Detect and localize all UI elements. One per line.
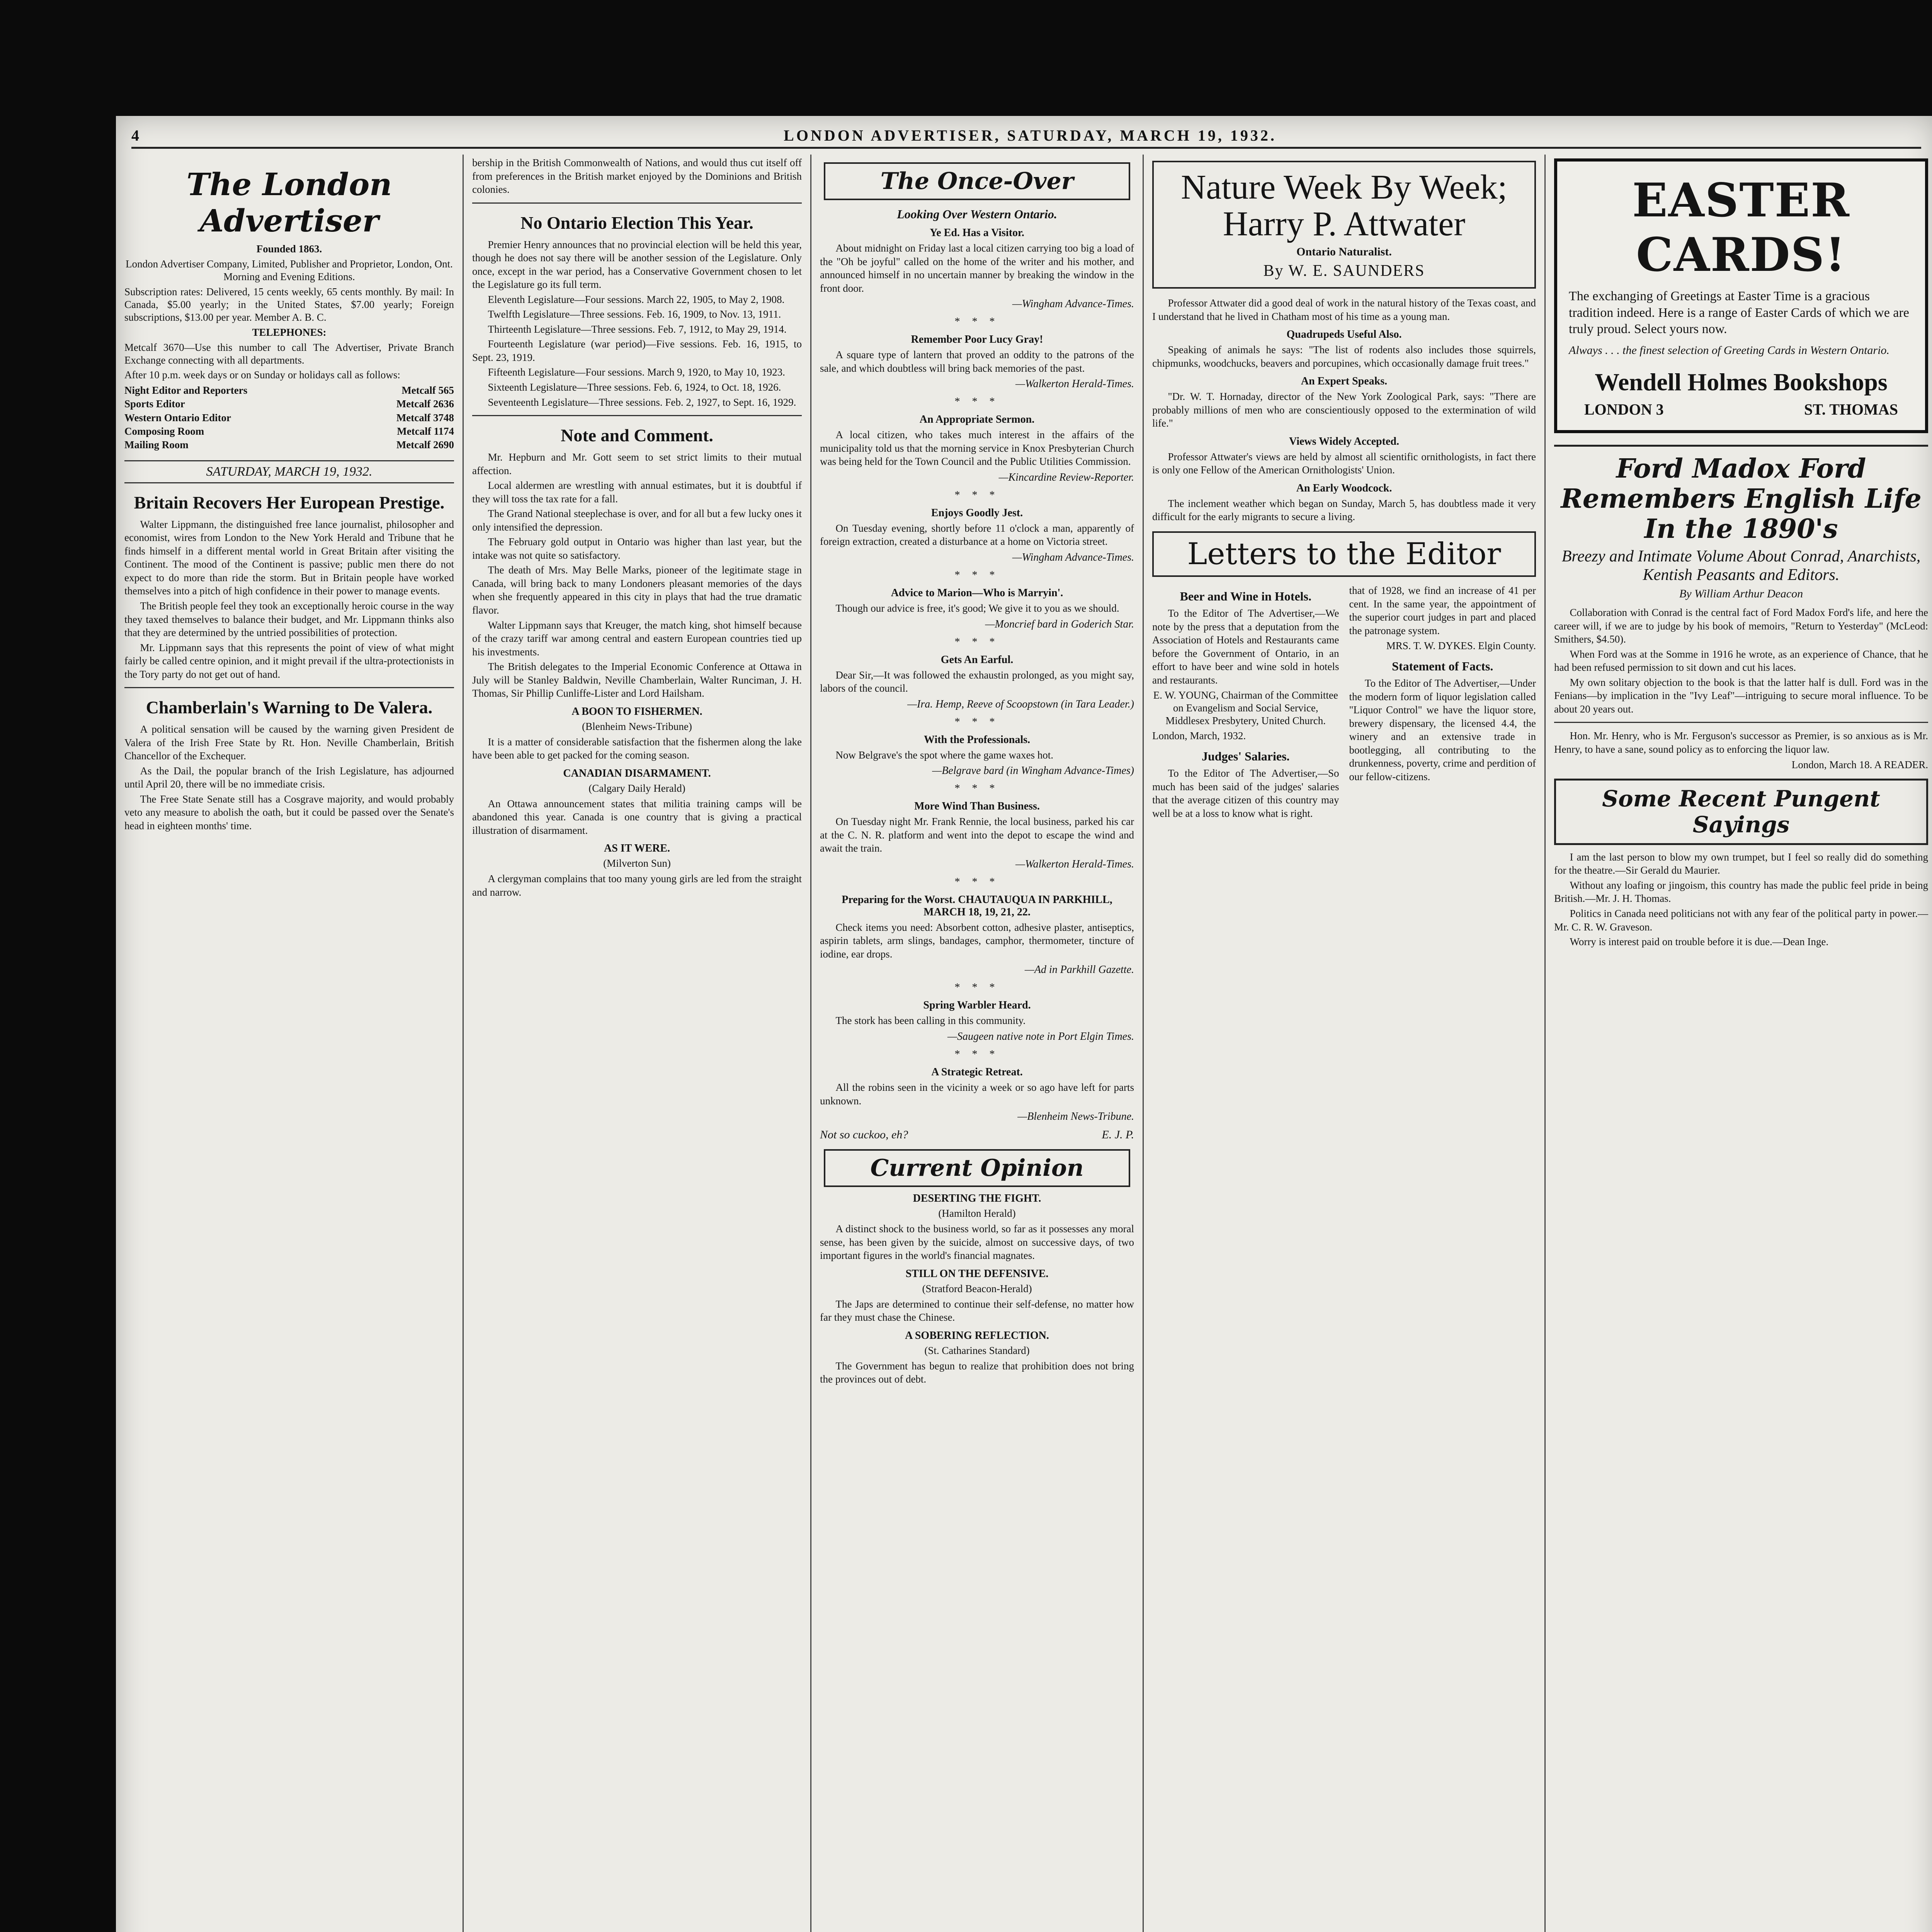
legislature-item: Fifteenth Legislature—Four sessions. March 9, 1920, to May 10, 1923. bbox=[488, 366, 785, 378]
easter-cards-ad bbox=[1554, 158, 1928, 433]
opinion-item: STILL ON THE DEFENSIVE. (Stratford Beacon-Herald) The Japs are determined to continue their self-defense, no matter how far they must chase the Chinese. bbox=[820, 1267, 1134, 1323]
divider-stars: * * * bbox=[954, 876, 1000, 888]
article-paragraph: The Free State Senate still has a Cosgrave majority, and would probably veto any measure to abolish the oath, but it could be passed over the Senate's head in eighteen months' time. bbox=[124, 793, 454, 832]
divider-stars: * * * bbox=[954, 396, 1000, 408]
opinion-item: DESERTING THE FIGHT. (Hamilton Herald) A distinct shock to the business world, so far as it possesses any moral sense, has been given by the suicide, almost on successive days, of two important figures in the world's financial magnates. bbox=[820, 1192, 1134, 1262]
article-paragraph: The inclement weather which began on Sunday, March 5, has doubtless made it very difficult for the early migrants to secure a living. bbox=[1152, 497, 1536, 523]
divider bbox=[472, 415, 802, 416]
legislature-item: Fourteenth Legislature (war period)—Five sessions. Feb. 16, 1915, to Sept. 23, 1919. bbox=[472, 338, 802, 363]
legislature-item: Seventeenth Legislature—Three sessions. Feb. 2, 1927, to Sept. 16, 1929. bbox=[488, 396, 796, 408]
legislature-item: Twelfth Legislature—Three sessions. Feb. 16, 1909, to Nov. 13, 1911. bbox=[488, 308, 781, 320]
column-2 bbox=[464, 155, 811, 1932]
divider-stars: * * * bbox=[954, 636, 1000, 648]
letters-to-editor-header: Letters to the Editor bbox=[1152, 531, 1536, 577]
note-item: Mr. Hepburn and Mr. Gott seem to set strict limits to their mutual affection. bbox=[472, 451, 802, 476]
section-subhead: An Early Woodcock. bbox=[1296, 482, 1392, 494]
article-headline: No Ontario Election This Year. bbox=[520, 213, 753, 233]
section-subhead: Quadrupeds Useful Also. bbox=[1286, 328, 1402, 341]
article-paragraph: Premier Henry announces that no provincial election will be held this year, though he does not say there will be another session of the Legislature. Only once, except in the war period, has a Conservative Government chosen to let the Legislature go its full term. bbox=[472, 238, 802, 291]
newspaper-page bbox=[116, 116, 1932, 1932]
note-item: The British delegates to the Imperial Economic Conference at Ottawa in July will be Stanley Baldwin, Neville Chamberlain, Walter Runciman, J. H. Thomas, Sir Phillip Cunliffe-Lister and Lord Hailsham. bbox=[472, 661, 802, 699]
opinion-item: A SOBERING REFLECTION. (St. Catharines Standard) The Government has begun to realize that prohibition does not bring the provinces out of debt. bbox=[820, 1329, 1134, 1385]
page-header bbox=[131, 124, 1921, 149]
review-byline: By William Arthur Deacon bbox=[1679, 587, 1803, 600]
telephone-list bbox=[124, 384, 454, 451]
saying-item: Without any loafing or jingoism, this country has made the public feel pride in being British.—Mr. J. H. Thomas. bbox=[1554, 879, 1928, 905]
current-opinion-title: Current Opinion bbox=[824, 1149, 1130, 1187]
once-over-item: Remember Poor Lucy Gray! A square type of lantern that proved an oddity to the patrons of the sale, and which doubtless will bring back memories of the past. —Walkerton Herald-Times. bbox=[820, 333, 1134, 390]
item-source: (Blenheim News-Tribune) bbox=[582, 720, 692, 732]
telephone-line: Mailing Room Metcalf 2690 bbox=[124, 439, 454, 451]
telephone-line: Night Editor and Reporters Metcalf 565 bbox=[124, 384, 454, 396]
once-over-item: Preparing for the Worst. CHAUTAUQUA IN PARKHILL, MARCH 18, 19, 21, 22. Check items you need: Absorbent cotton, adhesive plaster, antiseptics, aspirin tablets, arm slings, bandages, camphor, thermometer, tincture of iodine, ear drops. —Ad in Parkhill Gazette. bbox=[820, 893, 1134, 976]
letter-text: To the Editor of The Advertiser,—We note by the press that a deputation from the Association of Hotels and Restaurants came before the Government of Ontario, in an effort to have beer and wine sold in hotels and restaurants. bbox=[1152, 607, 1339, 686]
divider-stars: * * * bbox=[954, 316, 1000, 328]
letters-left bbox=[1152, 582, 1339, 821]
masthead-title: The London Advertiser bbox=[186, 166, 392, 239]
letters-columns bbox=[1152, 582, 1536, 821]
divider bbox=[124, 687, 454, 688]
letter-signature: MRS. T. W. DYKES. Elgin County. bbox=[1386, 640, 1536, 652]
item-source: (Calgary Daily Herald) bbox=[588, 782, 685, 794]
note-item: Walter Lippmann says that Kreuger, the match king, shot himself because of the crazy tariff war among central and eastern European countries tied up his investments. bbox=[472, 619, 802, 658]
pungent-sayings-header: Some Recent Pungent Sayings bbox=[1554, 779, 1928, 845]
item-text: A clergyman complains that too many young girls are led from the straight and narrow. bbox=[472, 873, 802, 898]
legislature-item: Sixteenth Legislature—Three sessions. Feb. 6, 1924, to Oct. 18, 1926. bbox=[488, 381, 781, 393]
divider bbox=[472, 202, 802, 204]
masthead-founded: Founded 1863. bbox=[256, 243, 322, 255]
column-3 bbox=[811, 155, 1144, 1932]
telephone-line: Composing Room Metcalf 1174 bbox=[124, 425, 454, 437]
letter-text: To the Editor of The Advertiser,—Under the modern form of liquor legislation called "Liquor Control" we have the liquor store, brewery dispensary, the licensed 4.4, the winery and an extensive trade in bootlegging, all contributing to the drunkenness, poverty, crime and perdition of our fellow-citizens. bbox=[1349, 677, 1536, 782]
review-subheadline: Breezy and Intimate Volume About Conrad, Anarchists, Kentish Peasants and Editors. bbox=[1561, 548, 1921, 584]
column-1 bbox=[116, 155, 464, 1932]
article-paragraph: bership in the British Commonwealth of Nations, and would thus cut itself off from preferences in the British market enjoyed by the Dominions and British colonies. bbox=[472, 157, 802, 196]
article-paragraph: Mr. Lippmann says that this represents the point of view of what might fairly be called centre opinion, and it might prevail if the ultra-protectionists in the Tory party do not get out of hand. bbox=[124, 641, 454, 680]
item-source: (Milverton Sun) bbox=[603, 857, 671, 869]
column-5 bbox=[1546, 155, 1932, 1932]
telephone-line: Sports Editor Metcalf 2636 bbox=[124, 398, 454, 410]
article-paragraph: Collaboration with Conrad is the central fact of Ford Madox Ford's life, and here the career will, if we are to judge by his book of memoirs, "Return to Yesterday" (McLeod: Smithers, $4.50). bbox=[1554, 607, 1928, 645]
article-paragraph: When Ford was at the Somme in 1916 he wrote, as an experience of Chance, that he had been refused permission to sit down and cut his laces. bbox=[1554, 648, 1928, 673]
article-paragraph: "Dr. W. T. Hornaday, director of the New York Zoological Park, says: "There are probably millions of men who are conscientiously opposed to the extermination of wild life." bbox=[1152, 391, 1536, 429]
letter-date: London, March, 1932. bbox=[1152, 730, 1246, 742]
ad-locations bbox=[1569, 400, 1913, 418]
note-item: Local aldermen are wrestling with annual estimates, but it is doubtful if they will toss the tax rate for a fall. bbox=[472, 480, 802, 505]
article-paragraph: Walter Lippmann, the distinguished free lance journalist, philosopher and economist, wires from London to the New York Herald and Tribune that he finds himself in a different mental world in Great Britain after visiting the Continent. The mood of the Continent is passive; public men there do not expect to do more than ride the storm. But in Britain people have worked themselves into a pitch of high confidence in their power to manage events. bbox=[124, 518, 454, 597]
once-over-item: With the Professionals. Now Belgrave's the spot where the game waxes hot. —Belgrave bard (in Wingham Advance-Times) bbox=[835, 733, 1134, 777]
masthead-subscription: Subscription rates: Delivered, 15 cents weekly, 65 cents monthly. By mail: In Canada, $5.00 yearly; in the United States, $7.00 yearly; Foreign subscriptions, $13.00 per year. Member A. B. C. bbox=[124, 286, 454, 323]
saying-item: I am the last person to blow my own trumpet, but I feel so really did do something for the theatre.—Sir Gerald du Maurier. bbox=[1554, 851, 1928, 876]
letter-title: Beer and Wine in Hotels. bbox=[1180, 589, 1311, 604]
item-title: A BOON TO FISHERMEN. bbox=[571, 705, 702, 718]
divider-stars: * * * bbox=[954, 1048, 1000, 1061]
ad-location: LONDON 3 bbox=[1584, 400, 1664, 418]
page-number: 4 bbox=[131, 126, 139, 144]
article-paragraph: The British people feel they took an exceptionally heroic course in the way they taxed themselves to balance their budget, and Mr. Lippmann thinks also that they are determined by the untried possibilities of protection. bbox=[124, 600, 454, 639]
divider-stars: * * * bbox=[954, 716, 1000, 728]
ad-shop-name: Wendell Holmes Bookshops bbox=[1595, 368, 1888, 396]
saying-item: Politics in Canada need politicians not with any fear of the political party in power.—Mr. C. R. W. Graveson. bbox=[1554, 908, 1928, 933]
once-over-item: A Strategic Retreat. All the robins seen in the vicinity a week or so ago have left for parts unknown. —Blenheim News-Tribune. bbox=[820, 1066, 1134, 1123]
article-paragraph: A political sensation will be caused by the warning given President de Valera of the Irish Free State by Rt. Hon. Neville Chamberlain, British Chancellor of the Exchequer. bbox=[124, 723, 454, 762]
once-over-item: Gets An Earful. Dear Sir,—It was followed the exhaustin prolonged, as you might say, labors of the council. —Ira. Hemp, Reeve of Scoopstown (in Tara Leader.) bbox=[820, 653, 1134, 710]
once-over-title: The Once-Over bbox=[824, 162, 1130, 200]
after-hours-note: After 10 p.m. week days or on Sunday or holidays call as follows: bbox=[124, 369, 400, 381]
once-over-subtitle: Looking Over Western Ontario. bbox=[897, 207, 1057, 221]
note-item: The death of Mrs. May Belle Marks, pioneer of the legitimate stage in Canada, will bring back to many Londoners pleasant memories of the days when she frequently appeared in this city in plays that had the true dramatic flavor. bbox=[472, 564, 802, 616]
nature-feature-header bbox=[1152, 161, 1536, 289]
nature-byline: By W. E. SAUNDERS bbox=[1263, 262, 1425, 280]
saying-item: Worry is interest paid on trouble before it is due.—Dean Inge. bbox=[1570, 936, 1829, 948]
ad-headline: EASTER CARDS! bbox=[1632, 173, 1850, 282]
letter-signature: London, March 18. A READER. bbox=[1791, 759, 1928, 770]
article-paragraph: My own solitary objection to the book is that the latter half is dull. Ford was in the Fenians—by implication in the "Ivy Leaf"—intriguing to secure moral influence. To be about 20 years out. bbox=[1554, 676, 1928, 715]
nature-role: Ontario Naturalist. bbox=[1296, 245, 1392, 258]
legislature-item: Eleventh Legislature—Four sessions. March 22, 1905, to May 2, 1908. bbox=[488, 293, 785, 305]
item-text: An Ottawa announcement states that militia training camps will be abandoned this year. Canada is one country that is giving a practical illustration of disarmament. bbox=[472, 798, 802, 836]
once-over-item: An Appropriate Sermon. A local citizen, who takes much interest in the affairs of the municipality told us that the morning service in Knox Presbyterian Church was being held for the Town Council and the Public Utilities Commission. —Kincardine Review-Reporter. bbox=[820, 413, 1134, 483]
section-subhead: An Expert Speaks. bbox=[1301, 375, 1388, 388]
section-subhead: Views Widely Accepted. bbox=[1289, 435, 1399, 447]
item-text: It is a matter of considerable satisfaction that the fishermen along the lake have been able to get packed for the coming season. bbox=[472, 736, 802, 761]
review-headline: Ford Madox Ford Remembers English Life In the 1890's bbox=[1554, 445, 1928, 544]
divider-stars: * * * bbox=[954, 489, 1000, 501]
article-headline: Britain Recovers Her European Prestige. bbox=[134, 492, 445, 512]
article-paragraph: Speaking of animals he says: "The list of rodents also includes those squirrels, chipmunks, woodchucks, beavers and porcupines, which occasionally damage fruit trees." bbox=[1152, 344, 1536, 369]
ad-tagline: Always . . . the finest selection of Greeting Cards in Western Ontario. bbox=[1569, 344, 1889, 357]
letter-signature: E. W. YOUNG, Chairman of the Committee on Evangelism and Social Service, Middlesex Presbytery, United Church. bbox=[1153, 689, 1338, 727]
legislature-item: Thirteenth Legislature—Three sessions. Feb. 7, 1912, to May 29, 1914. bbox=[488, 323, 787, 335]
edition-date: SATURDAY, MARCH 19, 1932. bbox=[124, 460, 454, 483]
article-paragraph: Professor Attwater's views are held by almost all scientific ornithologists, in fact there is only one Fellow of the American Ornithologists' Union. bbox=[1152, 451, 1536, 476]
divider-stars: * * * bbox=[954, 569, 1000, 582]
once-over-item: Ye Ed. Has a Visitor. About midnight on Friday last a local citizen carrying too big a load of the "Oh be joyful" called on the home of the writer and his mother, and announced himself in no uncertain manner by breaking the window in the front door. —Wingham Advance-Times. bbox=[820, 227, 1134, 310]
divider-stars: * * * bbox=[954, 782, 1000, 795]
article-paragraph: Professor Attwater did a good deal of work in the natural history of the Texas coast, and I understand that he lived in Chatham most of his time as a young man. bbox=[1152, 297, 1536, 322]
ad-location: ST. THOMAS bbox=[1804, 400, 1898, 418]
note-item: The Grand National steeplechase is over, and for all but a few lucky ones it only intensified the depression. bbox=[472, 508, 802, 533]
once-over-item: Spring Warbler Heard. The stork has been calling in this community. —Saugeen native note in Port Elgin Times. bbox=[835, 999, 1134, 1043]
note-item: The February gold output in Ontario was higher than last year, but the intake was not quite so satisfactory. bbox=[472, 536, 802, 561]
article-headline: Chamberlain's Warning to De Valera. bbox=[146, 697, 433, 718]
once-over-item: Enjoys Goodly Jest. On Tuesday evening, shortly before 11 o'clock a man, apparently of foreign extraction, created a disturbance at a home on Victoria street. —Wingham Advance-Times. bbox=[820, 507, 1134, 564]
page-dateline: LONDON ADVERTISER, SATURDAY, MARCH 19, 1932. bbox=[784, 126, 1277, 144]
letter-text: Hon. Mr. Henry, who is Mr. Ferguson's successor as Premier, is so anxious as is Mr. Henry, to have a sane, sound policy as to enforcing the liquor law. bbox=[1554, 730, 1928, 755]
letters-right bbox=[1349, 582, 1536, 821]
letter-text: To the Editor of The Advertiser,—So much has been said of the judges' salaries that the average citizen of this country may well be at a loss to know what is right. bbox=[1152, 767, 1339, 819]
column-4 bbox=[1144, 155, 1546, 1932]
article-headline: Note and Comment. bbox=[561, 425, 713, 446]
letter-text: that of 1928, we find an increase of 41 per cent. In the same year, the appointment of the superior court judges in part and placed the patronage system. bbox=[1349, 585, 1536, 636]
letter-title: Judges' Salaries. bbox=[1201, 749, 1290, 764]
telephone-note: Metcalf 3670—Use this number to call The Advertiser, Private Branch Exchange connecting with all departments. bbox=[124, 341, 454, 366]
item-title: AS IT WERE. bbox=[604, 842, 670, 855]
masthead-publisher: London Advertiser Company, Limited, Publisher and Proprietor, London, Ont. Morning and Evening Editions. bbox=[126, 258, 453, 282]
divider bbox=[1554, 722, 1928, 723]
telephone-line: Western Ontario Editor Metcalf 3748 bbox=[124, 412, 454, 423]
once-over-item: More Wind Than Business. On Tuesday night Mr. Frank Rennie, the local business, parked his car at the C. N. R. platform and went into the depot to escape the wind and await the train. —Walkerton Herald-Times. bbox=[820, 800, 1134, 870]
item-title: CANADIAN DISARMAMENT. bbox=[563, 767, 711, 779]
article-paragraph: As the Dail, the popular branch of the Irish Legislature, has adjourned until April 20, there will be no immediate crisis. bbox=[124, 765, 454, 790]
once-over-closing: Not so cuckoo, eh? E. J. P. bbox=[820, 1128, 1134, 1141]
once-over-item: Advice to Marion—Who is Marryin'. Though our advice is free, it's good; We give it to you as we should. —Moncrief bard in Goderich Star. bbox=[835, 587, 1134, 630]
letter-title: Statement of Facts. bbox=[1392, 659, 1493, 673]
telephones-label: TELEPHONES: bbox=[252, 326, 327, 338]
nature-title: Nature Week By Week; Harry P. Attwater bbox=[1181, 168, 1507, 243]
divider-stars: * * * bbox=[954, 981, 1000, 994]
ad-text: The exchanging of Greetings at Easter Time is a gracious tradition indeed. Here is a range of Easter Cards of which we are truly proud. Select yours now. bbox=[1569, 289, 1909, 336]
